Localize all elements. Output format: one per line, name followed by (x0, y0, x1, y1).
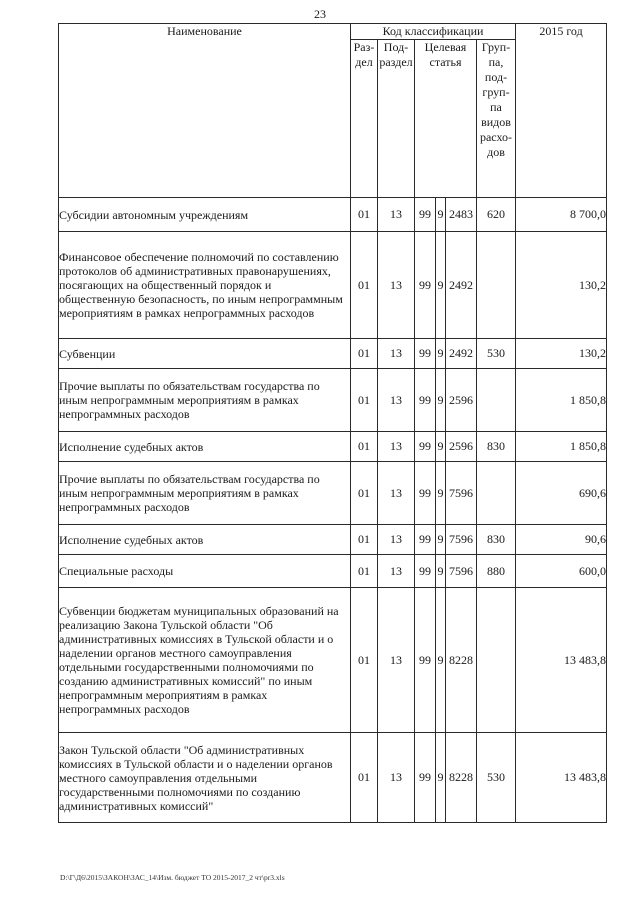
table-row (59, 432, 607, 462)
row-amount: 1 850,8 (516, 369, 607, 432)
row-razdel: 01 (351, 462, 378, 525)
row-expense-type: 620 (477, 198, 516, 232)
table-row (59, 588, 607, 733)
row-expense-type: 880 (477, 555, 516, 588)
header-year: 2015 год (516, 24, 607, 198)
row-podrazdel: 13 (378, 198, 415, 232)
row-razdel: 01 (351, 432, 378, 462)
row-podrazdel: 13 (378, 339, 415, 369)
row-razdel: 01 (351, 339, 378, 369)
row-target-direction: 2483 (446, 198, 477, 232)
row-amount: 13 483,8 (516, 588, 607, 733)
table-row (59, 339, 607, 369)
row-razdel: 01 (351, 733, 378, 823)
row-target-program: 99 (415, 555, 436, 588)
table-row (59, 462, 607, 525)
row-target-direction: 2596 (446, 369, 477, 432)
row-target-direction: 7596 (446, 525, 477, 555)
row-name: Финансовое обеспечение полномочий по составлению протоколов об административных правонарушениях, посягающих на общественный порядок и общественную безопасность, по иным непрограммным мероприятиям в рамках непрограммных расходов (59, 232, 351, 339)
row-amount: 90,6 (516, 525, 607, 555)
row-target-direction: 7596 (446, 462, 477, 525)
row-podrazdel: 13 (378, 525, 415, 555)
header-classification-code: Код классификации (351, 24, 516, 40)
row-razdel: 01 (351, 525, 378, 555)
row-target-program: 99 (415, 588, 436, 733)
header-name: Наименование (59, 24, 351, 198)
row-amount: 8 700,0 (516, 198, 607, 232)
table-row (59, 733, 607, 823)
row-target-direction: 8228 (446, 588, 477, 733)
row-podrazdel: 13 (378, 588, 415, 733)
row-target-program: 99 (415, 232, 436, 339)
row-expense-type (477, 588, 516, 733)
row-target-subprogram: 9 (436, 198, 446, 232)
row-name: Субвенции бюджетам муниципальных образований на реализацию Закона Тульской области "Об административных комиссиях в Тульской области и о наделении органов местного самоуправления отдельными государственными полномочиями по созданию административных комиссий" по иным непрограммным мероприятиям в рамках непрограммных расходов (59, 588, 351, 733)
row-name: Субсидии автономным учреждениям (59, 198, 351, 232)
row-target-direction: 2492 (446, 339, 477, 369)
row-target-program: 99 (415, 369, 436, 432)
row-podrazdel: 13 (378, 462, 415, 525)
row-amount: 600,0 (516, 555, 607, 588)
row-expense-type (477, 462, 516, 525)
row-name: Субвенции (59, 339, 351, 369)
row-podrazdel: 13 (378, 555, 415, 588)
row-target-subprogram: 9 (436, 232, 446, 339)
row-target-program: 99 (415, 198, 436, 232)
header-target-article: Целевая статья (415, 40, 477, 198)
row-target-subprogram: 9 (436, 588, 446, 733)
row-name: Закон Тульской области "Об административных комиссиях в Тульской области и о наделении органов местного самоуправления отдельными государственными полномочиями по созданию административных комиссий" (59, 733, 351, 823)
row-target-direction: 2492 (446, 232, 477, 339)
row-target-program: 99 (415, 525, 436, 555)
header-expense-type: Груп-па, под-груп-па видов расхо-дов (477, 40, 516, 198)
row-name: Прочие выплаты по обязательствам государства по иным непрограммным мероприятиям в рамках непрограммных расходов (59, 369, 351, 432)
table-row (59, 198, 607, 232)
page-number: 23 (314, 7, 326, 21)
row-target-program: 99 (415, 462, 436, 525)
row-target-subprogram: 9 (436, 525, 446, 555)
row-amount: 1 850,8 (516, 432, 607, 462)
header-razdel: Раз-дел (351, 40, 378, 198)
row-target-direction: 8228 (446, 733, 477, 823)
row-expense-type: 530 (477, 339, 516, 369)
row-razdel: 01 (351, 232, 378, 339)
table-row (59, 369, 607, 432)
row-target-program: 99 (415, 432, 436, 462)
row-name: Специальные расходы (59, 555, 351, 588)
row-expense-type: 530 (477, 733, 516, 823)
row-expense-type (477, 232, 516, 339)
row-amount: 130,2 (516, 339, 607, 369)
row-amount: 690,6 (516, 462, 607, 525)
row-podrazdel: 13 (378, 432, 415, 462)
row-razdel: 01 (351, 198, 378, 232)
row-target-subprogram: 9 (436, 462, 446, 525)
row-target-direction: 7596 (446, 555, 477, 588)
row-name: Исполнение судебных актов (59, 525, 351, 555)
row-target-subprogram: 9 (436, 369, 446, 432)
table-row (59, 525, 607, 555)
budget-table (58, 23, 607, 823)
row-razdel: 01 (351, 588, 378, 733)
row-name: Прочие выплаты по обязательствам государства по иным непрограммным мероприятиям в рамках непрограммных расходов (59, 462, 351, 525)
table-row (59, 232, 607, 339)
row-target-subprogram: 9 (436, 733, 446, 823)
row-target-subprogram: 9 (436, 555, 446, 588)
row-target-subprogram: 9 (436, 339, 446, 369)
row-target-direction: 2596 (446, 432, 477, 462)
row-target-program: 99 (415, 339, 436, 369)
row-target-program: 99 (415, 733, 436, 823)
row-amount: 130,2 (516, 232, 607, 339)
row-expense-type: 830 (477, 525, 516, 555)
row-razdel: 01 (351, 369, 378, 432)
row-razdel: 01 (351, 555, 378, 588)
row-amount: 13 483,8 (516, 733, 607, 823)
row-target-subprogram: 9 (436, 432, 446, 462)
row-podrazdel: 13 (378, 733, 415, 823)
row-expense-type (477, 369, 516, 432)
row-podrazdel: 13 (378, 369, 415, 432)
row-expense-type: 830 (477, 432, 516, 462)
header-podrazdel: Под-раздел (378, 40, 415, 198)
table-row (59, 555, 607, 588)
file-path-footer: D:\Г\Д6\2015\ЗАКОН\ЗАС_14\Изм. бюджет ТО 2015-2017_2 чт\pr3.xls (60, 873, 285, 882)
row-name: Исполнение судебных актов (59, 432, 351, 462)
row-podrazdel: 13 (378, 232, 415, 339)
